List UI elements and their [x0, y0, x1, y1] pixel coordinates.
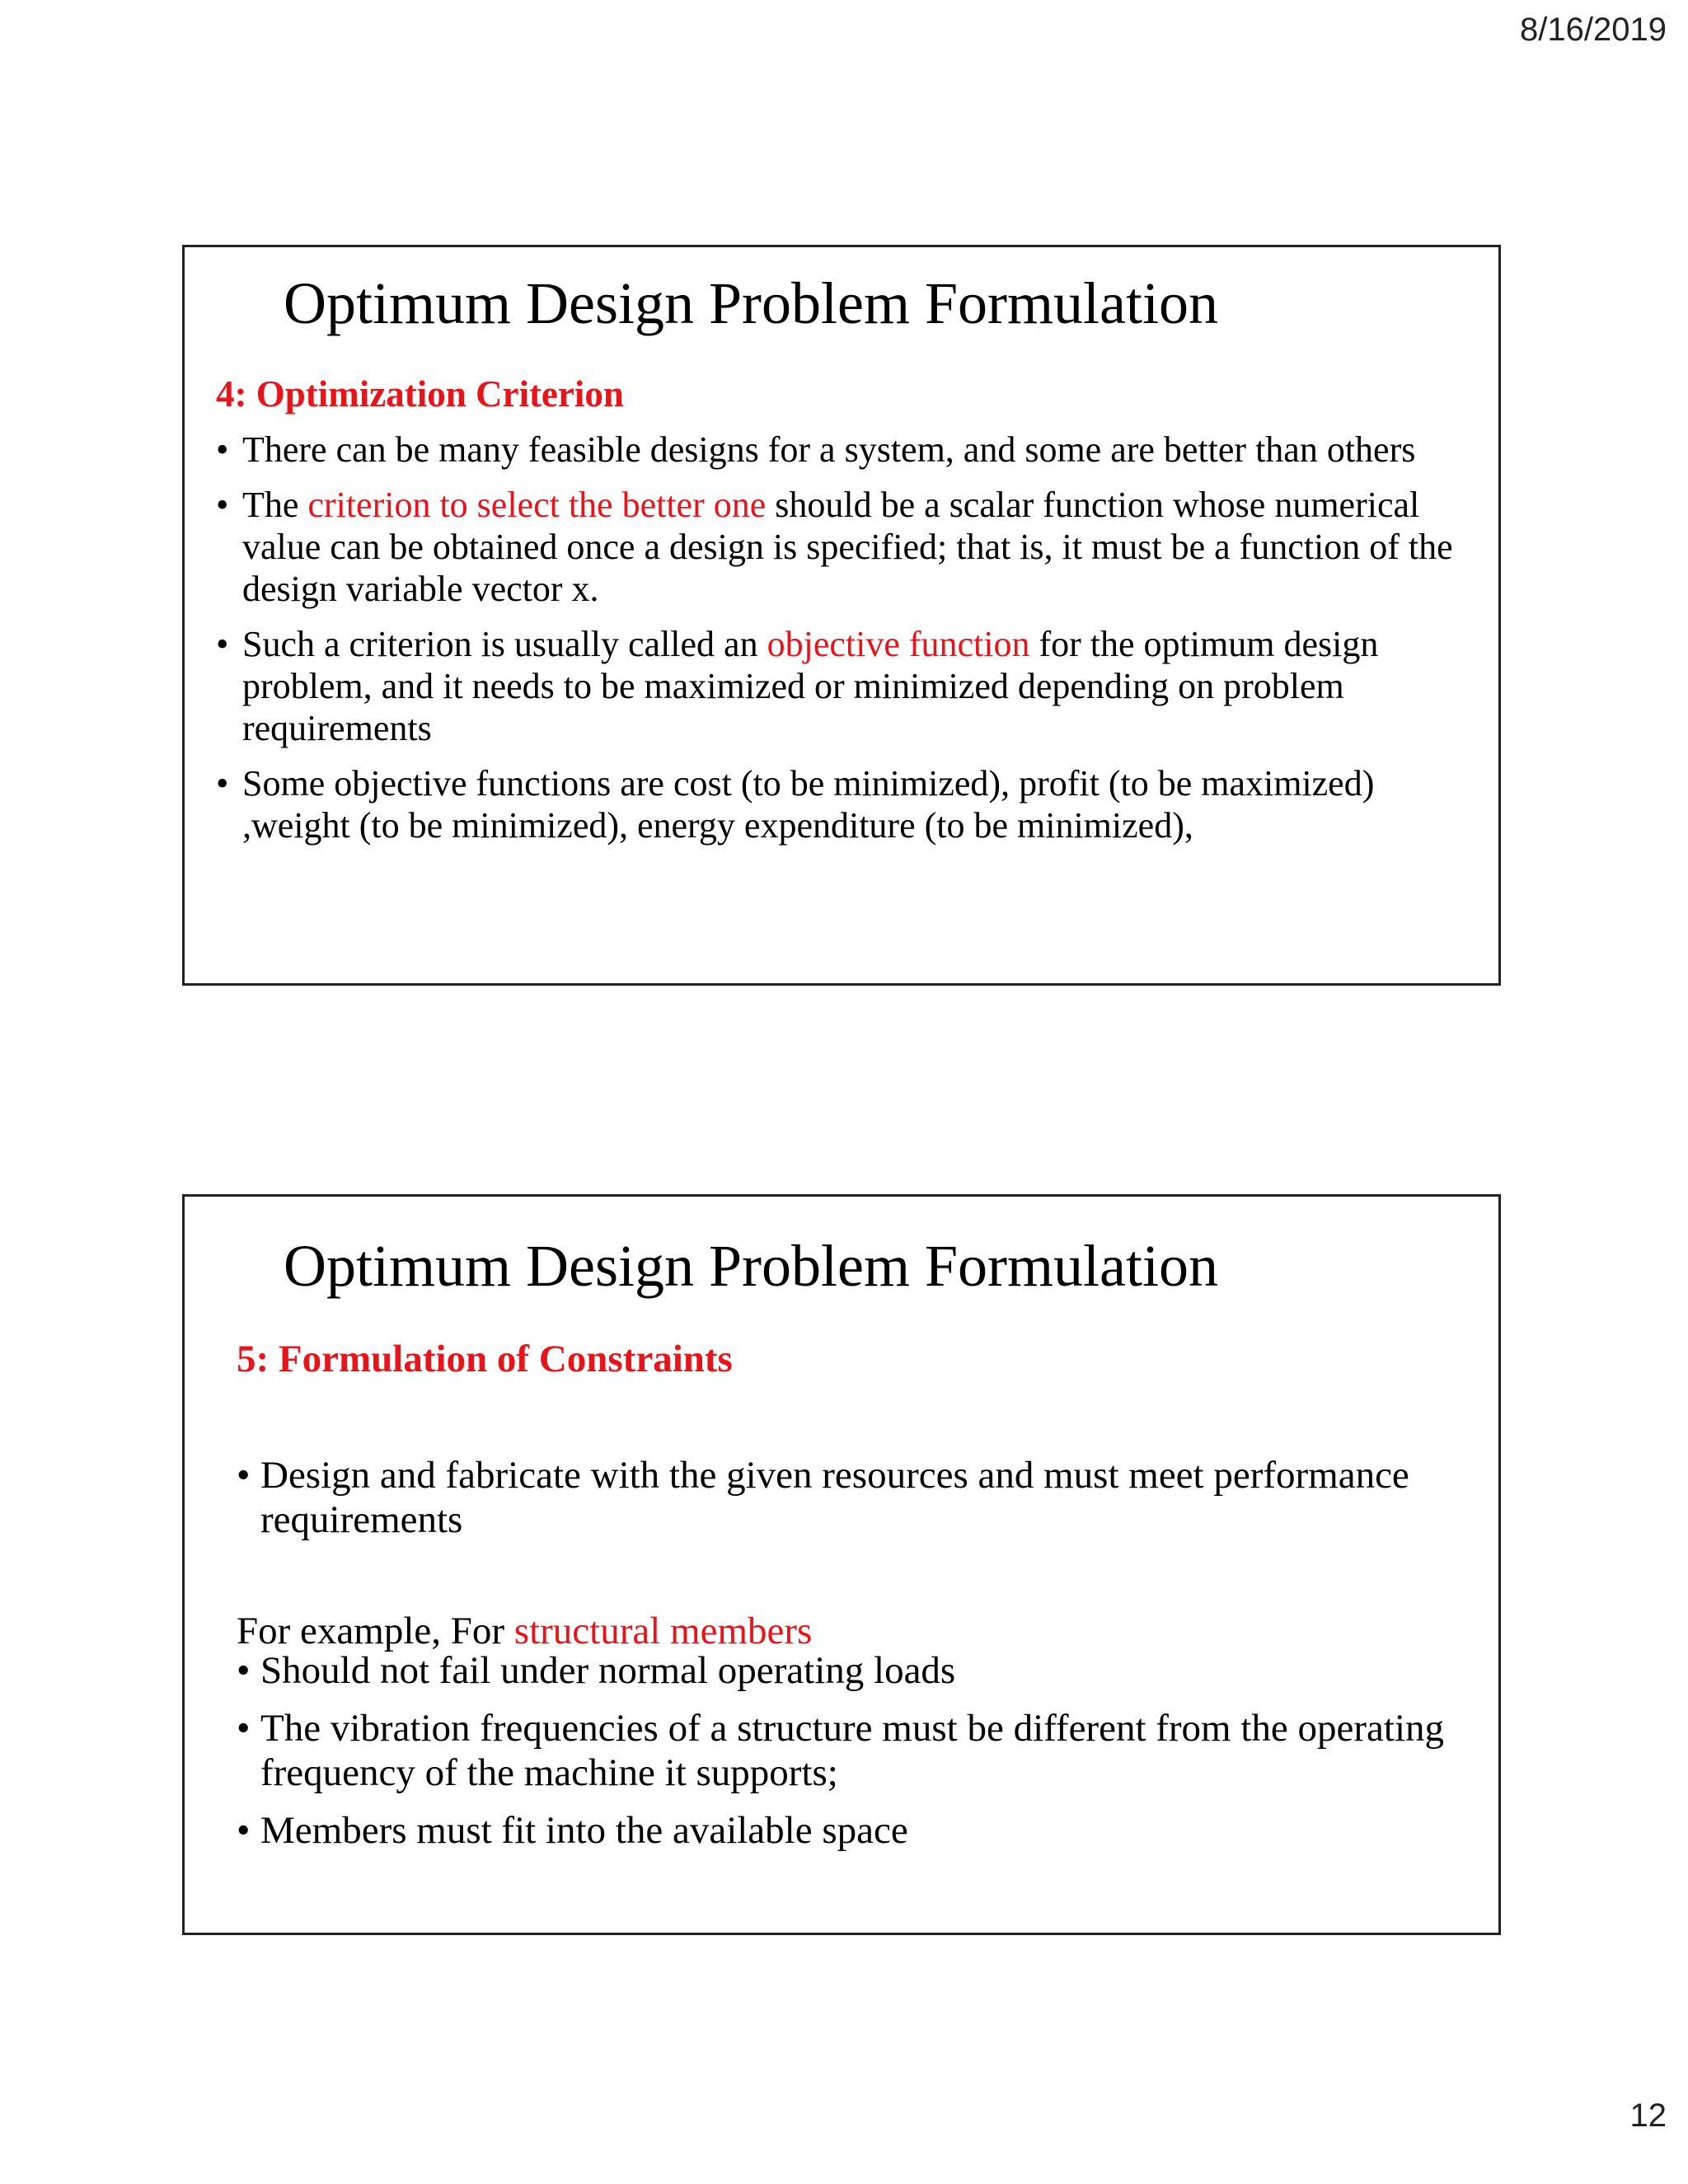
- bullet-item: [237, 1808, 1473, 1853]
- bullet-text: Design and fabricate with the given resources and must meet performance requirements: [260, 1454, 1409, 1541]
- bullet-item: [216, 762, 1469, 846]
- example-line: [237, 1609, 812, 1653]
- bullet-item: [237, 1453, 1473, 1542]
- bullet-text: should be a scalar function whose numerical value can be obtained once a design is specified; that is, it must be a function of the design variable vector x.: [242, 485, 1453, 609]
- bullet-text: Members must fit into the available space: [260, 1809, 908, 1852]
- bullet-text: The: [242, 485, 308, 525]
- section-heading: 4: Optimization Criterion: [216, 373, 624, 415]
- example-prefix: For example, For: [237, 1610, 514, 1652]
- bullet-text: Some objective functions are cost (to be minimized), profit (to be maximized) ,weight (to be minimized), energy expenditure (to be minimized),: [242, 763, 1375, 846]
- bullet-text: There can be many feasible designs for a system, and some are better than others: [242, 429, 1416, 470]
- section-heading: 5: Formulation of Constraints: [237, 1338, 733, 1380]
- bullet-item: [216, 623, 1469, 749]
- bullet-item: [237, 1648, 1473, 1693]
- bullet-text: Such a criterion is usually called an: [242, 624, 767, 664]
- bullet-item: [216, 484, 1469, 610]
- slide-title: Optimum Design Problem Formulation: [284, 1233, 1218, 1299]
- slide-title: Optimum Design Problem Formulation: [284, 270, 1218, 336]
- bullet-text: The vibration frequencies of a structure must be different from the operating frequency of the machine it supports;: [260, 1707, 1445, 1794]
- bullet-list: [237, 1648, 1473, 1866]
- bullet-item: [237, 1706, 1473, 1795]
- bullet-text: Should not fail under normal operating loads: [260, 1649, 956, 1692]
- bullet-item: [216, 429, 1469, 471]
- page-number: 12: [1629, 2097, 1667, 2134]
- bullet-list: [237, 1453, 1473, 1555]
- slide-formulation-of-constraints: [182, 1194, 1501, 1935]
- highlighted-term: structural members: [513, 1610, 813, 1652]
- highlighted-term: objective function: [767, 624, 1030, 664]
- bullet-list: [216, 429, 1469, 860]
- slide-optimization-criterion: [182, 245, 1501, 986]
- page-date: 8/16/2019: [1520, 12, 1667, 48]
- bullet-text: for the optimum design problem, and it needs to be maximized or minimized depending on problem requirements: [242, 624, 1379, 748]
- highlighted-term: criterion to select the better one: [307, 485, 767, 525]
